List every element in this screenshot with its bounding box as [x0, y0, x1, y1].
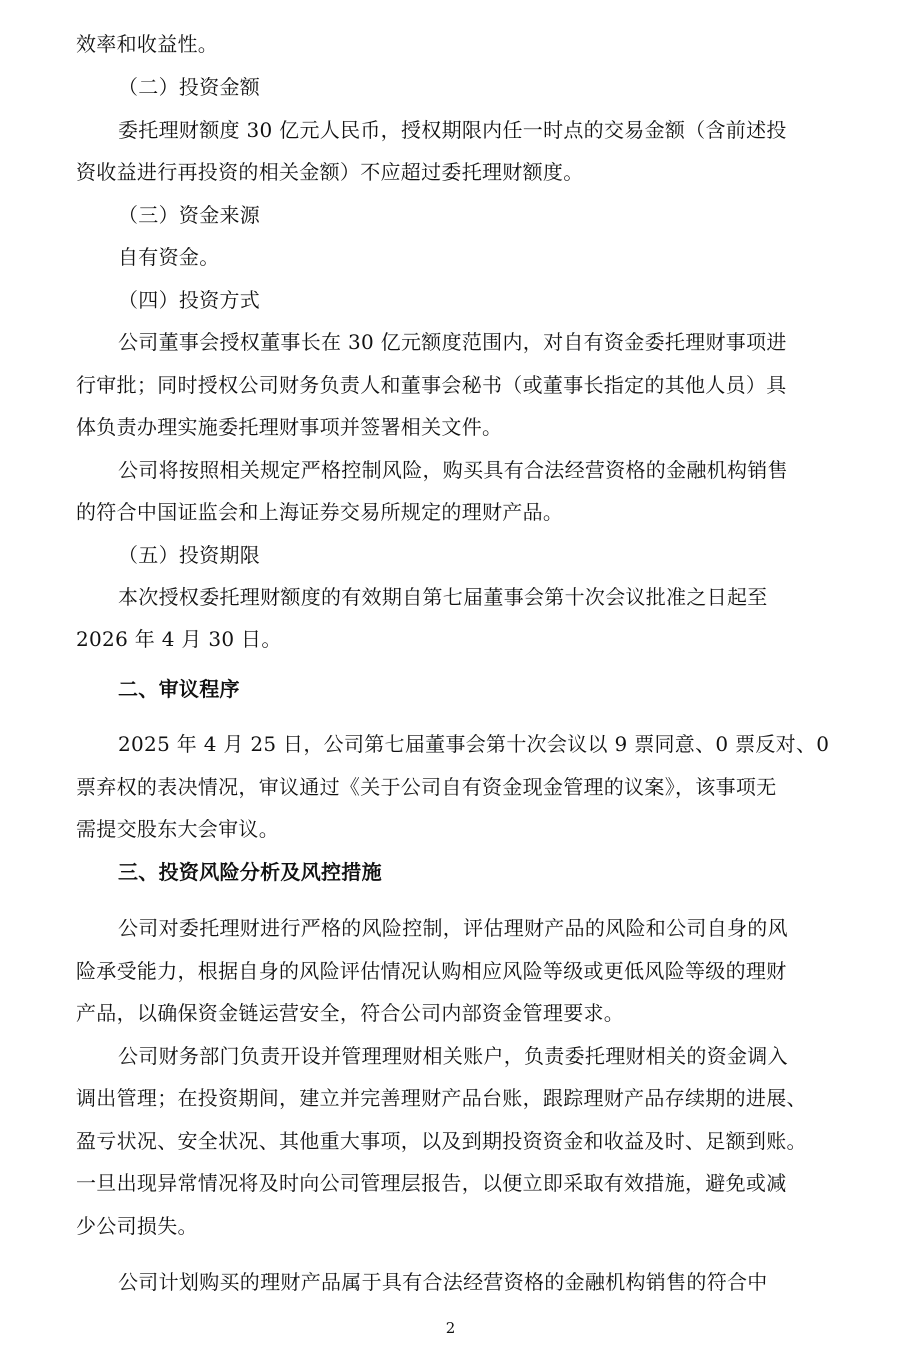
- body-text-line: 本次授权委托理财额度的有效期自第七届董事会第十次会议批准之日起至: [118, 585, 768, 609]
- body-text-line: 险承受能力，根据自身的风险评估情况认购相应风险等级或更低风险等级的理财: [76, 959, 787, 983]
- body-text-line: 体负责办理实施委托理财事项并签署相关文件。: [76, 415, 503, 439]
- body-text-line: 资收益进行再投资的相关金额）不应超过委托理财额度。: [76, 160, 584, 184]
- body-text-line: 2026 年 4 月 30 日。: [76, 627, 282, 651]
- body-text-line: 票弃权的表决情况，审议通过《关于公司自有资金现金管理的议案》，该事项无: [76, 775, 777, 799]
- section-heading-review-procedure: 二、审议程序: [118, 677, 240, 701]
- section-subheading: （三）资金来源: [118, 203, 261, 227]
- body-text-line: 2025 年 4 月 25 日，公司第七届董事会第十次会议以 9 票同意、0 票反对、0: [118, 732, 830, 756]
- body-text-line: 公司董事会授权董事长在 30 亿元额度范围内，对自有资金委托理财事项进: [118, 330, 787, 354]
- body-text-line: 产品，以确保资金链运营安全，符合公司内部资金管理要求。: [76, 1001, 625, 1025]
- section-subheading: （五）投资期限: [118, 543, 261, 567]
- body-text-line: 公司将按照相关规定严格控制风险，购买具有合法经营资格的金融机构销售: [118, 458, 788, 482]
- section-subheading: （二）投资金额: [118, 75, 261, 99]
- body-text-line: 的符合中国证监会和上海证券交易所规定的理财产品。: [76, 500, 564, 524]
- section-heading-risk-analysis: 三、投资风险分析及风控措施: [118, 860, 382, 884]
- body-text-line: 一旦出现异常情况将及时向公司管理层报告，以便立即采取有效措施，避免或减: [76, 1171, 787, 1195]
- body-text-line: 委托理财额度 30 亿元人民币，授权期限内任一时点的交易金额（含前述投: [118, 118, 787, 142]
- section-subheading: （四）投资方式: [118, 288, 261, 312]
- body-text-line: 少公司损失。: [76, 1214, 198, 1238]
- body-text-line: 自有资金。: [118, 245, 220, 269]
- page-number: 2: [445, 1319, 456, 1337]
- body-text-line: 调出管理；在投资期间，建立并完善理财产品台账，跟踪理财产品存续期的进展、: [76, 1086, 807, 1110]
- body-text-line: 公司计划购买的理财产品属于具有合法经营资格的金融机构销售的符合中: [118, 1270, 768, 1294]
- body-text-line: 需提交股东大会审议。: [76, 817, 279, 841]
- body-text-line: 公司财务部门负责开设并管理理财相关账户，负责委托理财相关的资金调入: [118, 1044, 788, 1068]
- body-text-line: 公司对委托理财进行严格的风险控制，评估理财产品的风险和公司自身的风: [118, 916, 788, 940]
- body-text-line: 行审批；同时授权公司财务负责人和董事会秘书（或董事长指定的其他人员）具: [76, 373, 787, 397]
- body-text-line: 盈亏状况、安全状况、其他重大事项，以及到期投资资金和收益及时、足额到账。: [76, 1129, 807, 1153]
- body-text-line: 效率和收益性。: [76, 32, 219, 56]
